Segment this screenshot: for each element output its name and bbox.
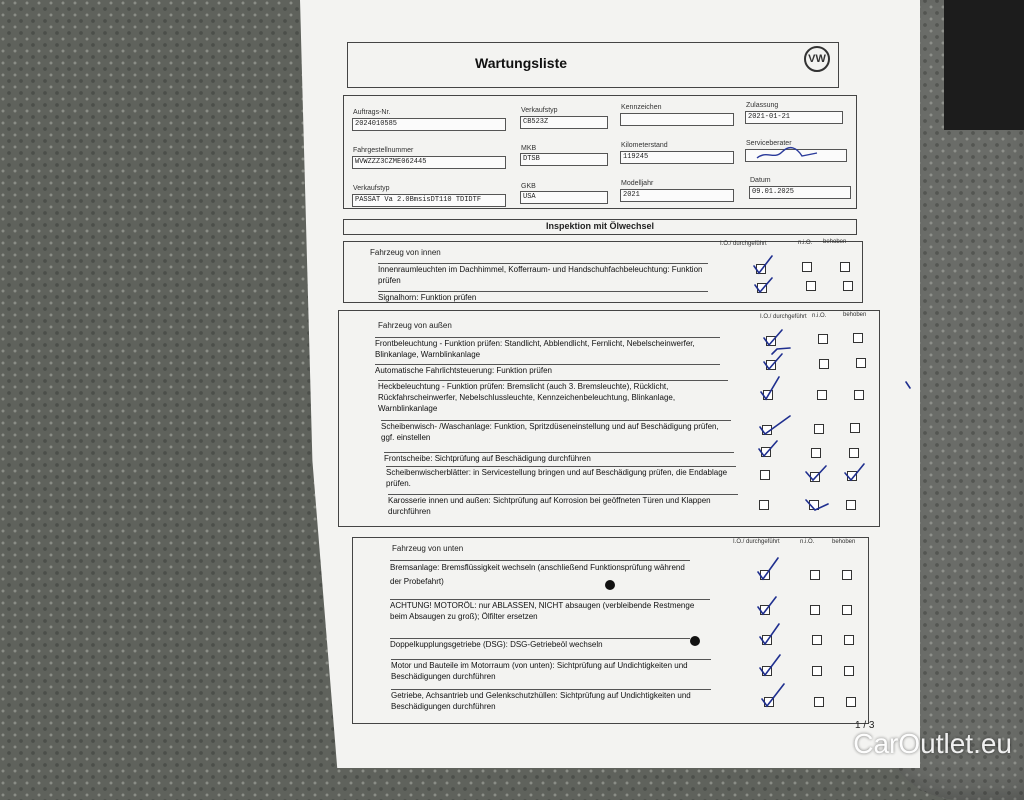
kennzeichen-label: Kennzeichen [621, 104, 662, 111]
zulassung-label: Zulassung [746, 102, 779, 109]
checkmark-icon [806, 500, 828, 510]
watermark-logo: CarOutlet.eu [853, 728, 1012, 759]
col-header-nio: n.i.O. [800, 539, 815, 545]
checkmark-icon [845, 464, 864, 480]
document-title: Wartungsliste [475, 55, 568, 71]
zulassung-field: 2021-01-21 [745, 111, 843, 124]
list-item: Automatische Fahrlichtsteuerung: Funktion prüfen [375, 364, 720, 376]
list-item: Getriebe, Achsantrieb und Gelenkschutzhüllen: Sichtprüfung auf Undichtigkeiten und Beschädigungen durchführen [391, 689, 711, 712]
section-title: Inspektion mit Ölwechsel [343, 219, 857, 235]
group-title-von-aussen: Fahrzeug von außen [378, 321, 452, 330]
list-item: Karosserie innen und außen: Sichtprüfung auf Korrosion bei geöffneten Türen und Klappen durchführen [388, 494, 738, 517]
list-item: Signalhorn: Funktion prüfen [378, 291, 708, 303]
checkmark-icon [764, 330, 782, 345]
datum-label: Datum [750, 177, 771, 184]
list-item: Frontbeleuchtung - Funktion prüfen: Standlicht, Abblendlicht, Fernlicht, Nebelscheinwerfer, Blinkanlage, Warnblinkanlage [375, 337, 720, 360]
checkmark-icon [760, 416, 790, 434]
checkmark-icon [759, 441, 777, 456]
checkmark-icon [760, 655, 780, 675]
list-item: Frontscheibe: Sichtprüfung auf Beschädigung durchführen [384, 452, 734, 464]
gkb-label: GKB [521, 183, 536, 190]
col-header-nio: n.i.O. [812, 313, 827, 319]
page-number: 1 / 3 [855, 720, 875, 731]
checkmark-icon [772, 348, 790, 354]
col-header-io: I.O./ durchgeführt [760, 314, 807, 320]
verkaufstyp2-field: PASSAT Va 2.0BmsisDT110 TDIDTF [352, 194, 506, 207]
list-item: ACHTUNG! MOTORÖL: nur ABLASSEN, NICHT absaugen (verbleibende Restmenge beim Absaugen zu groß); Ölfilter ersetzen [390, 599, 710, 622]
col-header-behoben: behoben [832, 539, 856, 545]
modelljahr-label: Modelljahr [621, 180, 654, 187]
group-title-von-unten: Fahrzeug von unten [392, 544, 464, 553]
list-item: Scheibenwischerblätter: in Servicestellung bringen und auf Beschädigung prüfen, die Endablage prüfen. [386, 466, 736, 489]
checkmark-icon [758, 597, 776, 614]
gkb-field: USA [520, 191, 608, 204]
checkmark-icon [906, 382, 910, 388]
auftrags-nr-field: 2024010585 [352, 118, 506, 131]
list-item: Heckbeleuchtung - Funktion prüfen: Bremslicht (auch 3. Bremsleuchte), Rücklicht, Rückfahrscheinwerfer, Nebelschlussleuchte, Kennzeichenbeleuchtung, Blinkanlage, Warnblinkanlage [378, 380, 728, 414]
auftrags-nr-label: Auftrags-Nr. [353, 109, 391, 116]
km-field: 119245 [620, 151, 734, 164]
vw-logo-icon: VW [804, 46, 830, 72]
modelljahr-field: 2021 [620, 189, 734, 202]
col-header-nio: n.i.O. [798, 240, 813, 246]
mkb-field: DTSB [520, 153, 608, 166]
mkb-label: MKB [521, 145, 537, 152]
verkaufstyp-label: Verkaufstyp [521, 107, 558, 114]
col-header-io: I.O./ durchgeführt [720, 241, 767, 247]
checkmark-icon [762, 684, 784, 706]
col-header-io: I.O./ durchgeführt [733, 539, 780, 545]
checkmark-icon [806, 466, 826, 480]
col-header-behoben: behoben [823, 239, 847, 245]
checkmark-icon [764, 354, 782, 369]
list-item: Bremsanlage: Bremsflüssigkeit wechseln (anschließend Funktionsprüfung während der Probefahrt) [390, 560, 690, 589]
datum-field: 09.01.2025 [749, 186, 851, 199]
list-item: Motor und Bauteile im Motorraum (von unten): Sichtprüfung auf Undichtigkeiten und Beschädigungen durchführen [391, 659, 711, 682]
fin-field: WVWZZZ3CZME062445 [352, 156, 506, 169]
list-item: Innenraumleuchten im Dachhimmel, Kofferraum- und Handschuhfachbeleuchtung: Funktion prüfen [378, 263, 708, 286]
checkmark-icon [758, 558, 778, 579]
list-item: Doppelkupplungsgetriebe (DSG): DSG-Getriebeöl wechseln [390, 638, 690, 650]
verkaufstyp2-label: Verkaufstyp [353, 185, 390, 192]
checkmark-icon [755, 278, 772, 292]
km-label: Kilometerstand [621, 142, 668, 149]
fin-label: Fahrgestellnummer [353, 147, 414, 154]
checkmark-icon [760, 624, 779, 644]
group-title-von-innen: Fahrzeug von innen [370, 248, 441, 257]
checkmark-icon [754, 256, 772, 273]
col-header-behoben: behoben [843, 312, 867, 318]
serviceberater-label: Serviceberater [746, 140, 792, 147]
checkmark-icon [761, 377, 779, 399]
list-item: Scheibenwisch- /Waschanlage: Funktion, Spritzdüseneinstellung und auf Beschädigung prüfen, ggf. einstellen [381, 420, 731, 443]
verkaufstyp-field: CB523Z [520, 116, 608, 129]
